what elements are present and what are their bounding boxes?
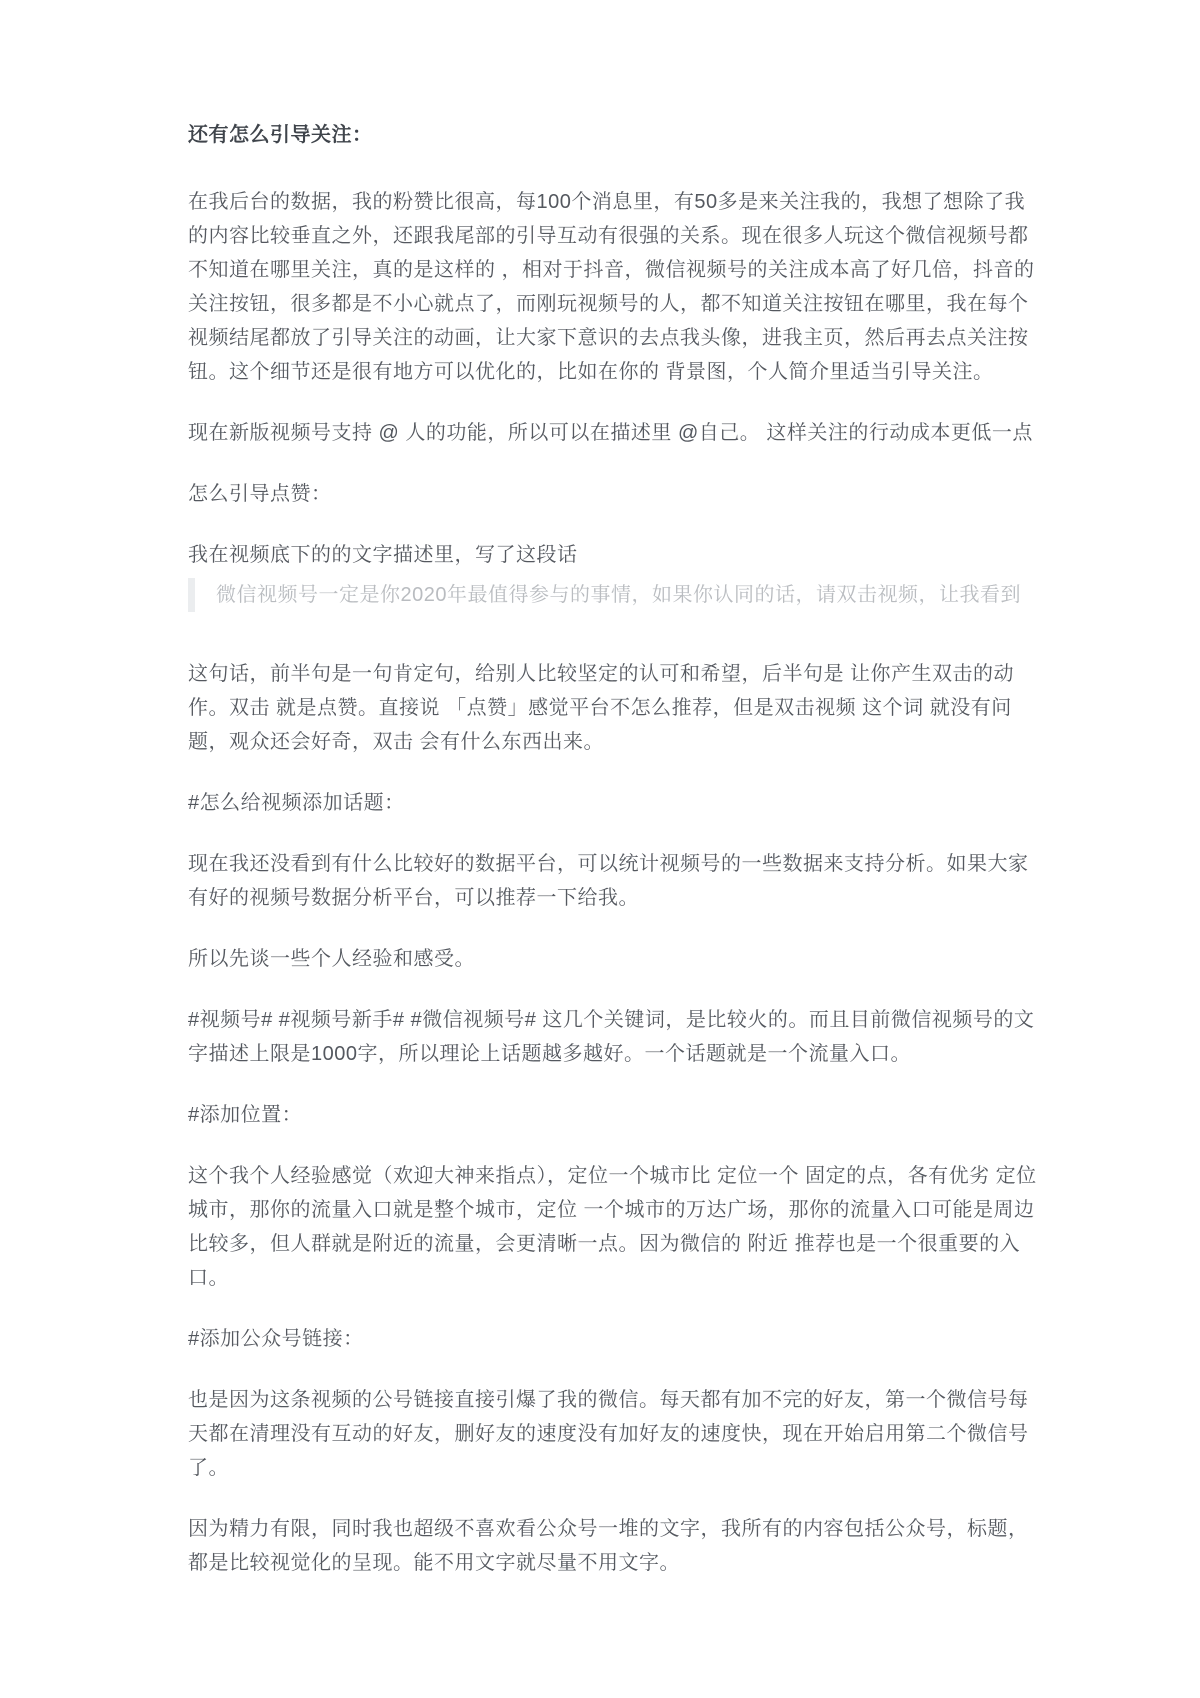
- paragraph: 怎么引导点赞：: [188, 483, 332, 505]
- paragraph: #视频号# #视频号新手# #微信视频号# 这几个关键词，是比较火的。而且目前微信视频号的文字描述上限是1000字，所以理论上话题越多越好。一个话题就是一个流量入口。: [188, 1009, 1035, 1065]
- paragraph: 这句话，前半句是一句肯定句，给别人比较坚定的认可和希望，后半句是 让你产生双击的动作。双击 就是点赞。直接说 「点赞」感觉平台不怎么推荐，但是双击视频 这个词 就没有问题，观众还会好奇，双击 会有什么东西出来。: [188, 663, 1015, 753]
- paragraph: 所以先谈一些个人经验和感受。: [188, 948, 475, 970]
- paragraph: #添加位置：: [188, 1104, 303, 1126]
- paragraph: 因为精力有限，同时我也超级不喜欢看公众号一堆的文字，我所有的内容包括公众号，标题，都是比较视觉化的呈现。能不用文字就尽量不用文字。: [188, 1518, 1029, 1574]
- paragraph: 我在视频底下的的文字描述里，写了这段话: [188, 544, 578, 566]
- paragraph: 也是因为这条视频的公号链接直接引爆了我的微信。每天都有加不完的好友，第一个微信号每天都在清理没有互动的好友，删好友的速度没有加好友的速度快，现在开始启用第二个微信号了。: [188, 1389, 1029, 1479]
- paragraph: #添加公众号链接：: [188, 1328, 364, 1350]
- paragraph: 现在新版视频号支持 @ 人的功能，所以可以在描述里 @自己。 这样关注的行动成本更低一点: [188, 422, 1033, 444]
- paragraph: 这个我个人经验感觉（欢迎大神来指点），定位一个城市比 定位一个 固定的点，各有优劣 定位城市，那你的流量入口就是整个城市，定位 一个城市的万达广场，那你的流量入口可能是周边比较多，但人群就是附近的流量，会更清晰一点。因为微信的 附近 推荐也是一个很重要的入口。: [188, 1165, 1037, 1289]
- section-heading: 还有怎么引导关注：: [188, 124, 373, 146]
- paragraph: 在我后台的数据，我的粉赞比很高，每100个消息里，有50多是来关注我的，我想了想除了我的内容比较垂直之外，还跟我尾部的引导互动有很强的关系。现在很多人玩这个微信视频号都不知道在哪里关注，真的是这样的 ，相对于抖音，微信视频号的关注成本高了好几倍，抖音的关注按钮，很多都是不小心就点了，而刚玩视频号的人，都不知道关注按钮在哪里，我在每个视频结尾都放了引导关注的动画，让大家下意识的去点我头像，进我主页，然后再去点关注按钮。这个细节还是很有地方可以优化的，比如在你的 背景图，个人简介里适当引导关注。: [188, 191, 1035, 383]
- paragraph: #怎么给视频添加话题：: [188, 792, 405, 814]
- article-body: [188, 118, 1044, 1607]
- paragraph: 现在我还没看到有什么比较好的数据平台，可以统计视频号的一些数据来支持分析。如果大家有好的视频号数据分析平台，可以推荐一下给我。: [188, 853, 1029, 909]
- quote-block: 微信视频号一定是你2020年最值得参与的事情，如果你认同的话，请双击视频，让我看到: [188, 578, 1044, 612]
